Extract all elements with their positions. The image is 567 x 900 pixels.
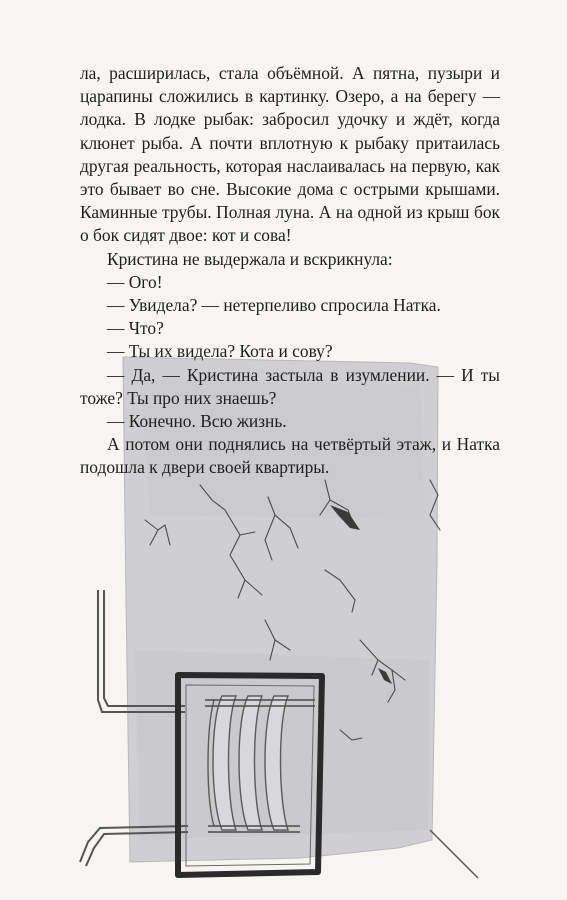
- page-text-block: [80, 62, 500, 480]
- paragraph-final: А потом они поднялись на четвёртый этаж, и Натка подошла к двери своей квартиры.: [80, 434, 500, 478]
- dialogue-line-2: — Увидела? — нетерпеливо спросила Натка.: [107, 295, 441, 316]
- wall-corner-line: [430, 830, 478, 878]
- paragraph-2: Кристина не выдержала и вскрикнула:: [107, 248, 393, 269]
- paragraph-1: ла, расширилась, стала объёмной. А пятна, пузыри и царапины сложились в картинку. Озеро, а на берегу — лодка. В лодке рыбак: забросил удочку и ждёт, когда клюнет рыба. А почти вплотную к рыбаку притаилась другая реальность, которая наслаивалась на первую, как это бывает во сне. Высокие дома с острыми крышами. Каминные трубы. Полная луна. А на одной из крыш бок о бок сидят двое: кот и сова!: [80, 63, 500, 246]
- dialogue-line-6: — Конечно. Всю жизнь.: [107, 411, 287, 432]
- dialogue-line-3: — Что?: [107, 318, 164, 339]
- dialogue-line-1: — Ого!: [107, 271, 163, 292]
- radiator-coils: [208, 696, 288, 830]
- dialogue-line-5: — Да, — Кристина застыла в изумлении. — И ты тоже? Ты про них знаешь?: [80, 364, 500, 408]
- dialogue-line-4: — Ты их видела? Кота и сову?: [107, 341, 333, 362]
